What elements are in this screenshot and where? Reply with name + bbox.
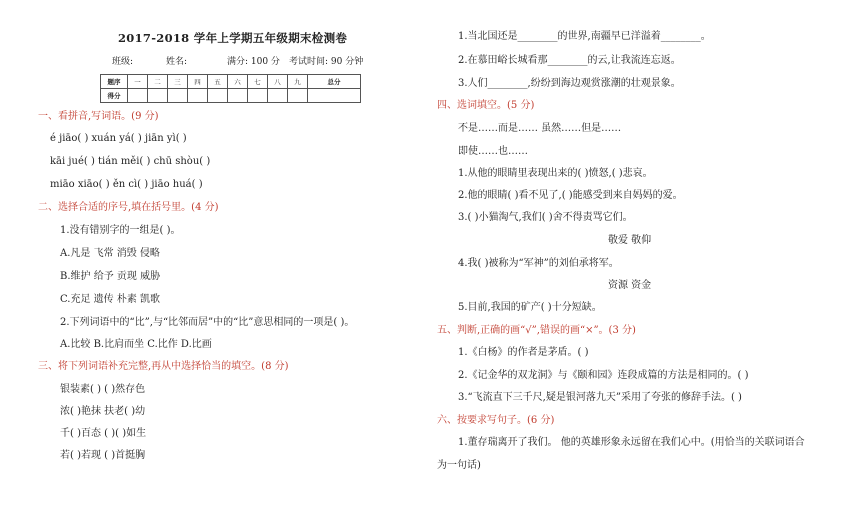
score-col: 二 xyxy=(148,75,168,89)
section-heading: 四、选词填空。(5 分) xyxy=(437,100,535,111)
question-line: miāo xiāo( ) ěn cì( ) jiāo huá( ) xyxy=(50,179,203,190)
question-line: 1.从他的眼睛里表现出来的( )愤怒,( )悲哀。 xyxy=(458,168,653,179)
score-col: 五 xyxy=(208,75,228,89)
question-line: 2.《记金华的双龙洞》与《颐和园》连段成篇的方法是相同的。( ) xyxy=(458,370,749,381)
score-table-header-row xyxy=(101,75,361,89)
section-heading: 二、选择合适的序号,填在括号里。(4 分) xyxy=(38,202,219,213)
name-label: 姓名: xyxy=(166,57,188,67)
question-line: 3.( )小猫淘气,我们( )舍不得责骂它们。 xyxy=(458,212,633,223)
score-col: 六 xyxy=(228,75,248,89)
question-line: 2.下列词语中的“比”,与“比邻而居”中的“比”意思相同的一项是( )。 xyxy=(60,317,355,328)
question-line: é jiāo( ) xuán yá( ) jiān yì( ) xyxy=(50,133,187,144)
full-score-label: 满分: 100 分 xyxy=(227,57,280,67)
section-heading: 一、看拼音,写词语。(9 分) xyxy=(38,111,159,122)
score-col: 一 xyxy=(128,75,148,89)
score-cell[interactable] xyxy=(208,89,228,103)
word-choices: 资源 资金 xyxy=(608,280,652,291)
score-cell[interactable] xyxy=(288,89,308,103)
question-line: kāi jué( ) tián měi( ) chū shòu( ) xyxy=(50,156,211,167)
score-cell[interactable] xyxy=(188,89,208,103)
section-heading: 五、判断,正确的画“√”,错误的画“×”。(3 分) xyxy=(437,325,636,336)
word-choices: 即使……也…… xyxy=(458,146,528,157)
score-cell[interactable] xyxy=(228,89,248,103)
score-total-col: 总分 xyxy=(308,75,361,89)
option-line: C.充足 遗传 朴素 凯歌 xyxy=(60,294,161,305)
score-col: 七 xyxy=(248,75,268,89)
score-total-cell[interactable] xyxy=(308,89,361,103)
question-line: 1.董存瑞离开了我们。 他的英雄形象永远留在我们心中。(用恰当的关联词语合 xyxy=(458,437,805,448)
score-col: 九 xyxy=(288,75,308,89)
question-line: 3.人们________,纷纷到海边观赏涨潮的壮观景象。 xyxy=(458,78,681,89)
option-line: A.比较 B.比肩而坐 C.比作 D.比画 xyxy=(60,339,212,350)
score-col: 四 xyxy=(188,75,208,89)
score-cell[interactable] xyxy=(248,89,268,103)
score-cell[interactable] xyxy=(268,89,288,103)
question-line: 1.没有错别字的一组是( )。 xyxy=(60,225,181,236)
question-line: 为一句话) xyxy=(437,460,481,471)
score-cell[interactable] xyxy=(128,89,148,103)
page-title: 2017-2018 学年上学期五年级期末检测卷 xyxy=(118,31,348,45)
question-line: 银装素( ) ( )然存色 xyxy=(60,384,146,395)
score-cell[interactable] xyxy=(148,89,168,103)
word-choices: 不是……而是…… 虽然……但是…… xyxy=(458,123,622,134)
question-line: 1.《白杨》的作者是茅盾。( ) xyxy=(458,347,589,358)
class-label: 班级: xyxy=(112,57,134,67)
question-line: 若( )若现 ( )首挺胸 xyxy=(60,450,146,461)
score-col: 三 xyxy=(168,75,188,89)
section-heading: 六、按要求写句子。(6 分) xyxy=(437,415,555,426)
score-col: 八 xyxy=(268,75,288,89)
score-cell[interactable] xyxy=(168,89,188,103)
question-line: 4.我( )被称为“军神”的刘伯承将军。 xyxy=(458,258,619,269)
score-table xyxy=(100,74,361,103)
score-table-row-label: 得分 xyxy=(101,89,128,103)
score-table-row-label: 题序 xyxy=(101,75,128,89)
question-line: 浓( )艳抹 扶老( )幼 xyxy=(60,406,146,417)
option-line: B.维护 给予 贡现 威胁 xyxy=(60,271,161,282)
exam-time-label: 考试时间: 90 分钟 xyxy=(289,57,364,67)
question-line: 5.目前,我国的矿产( )十分短缺。 xyxy=(458,302,602,313)
section-heading: 三、将下列词语补充完整,再从中选择恰当的填空。(8 分) xyxy=(38,361,289,372)
question-line: 3.“飞流直下三千尺,疑是银河落九天”采用了夸张的修辞手法。( ) xyxy=(458,392,742,403)
option-line: A.凡是 飞常 消毁 侵略 xyxy=(60,248,160,259)
word-choices: 敬爱 敬仰 xyxy=(608,235,652,246)
question-line: 2.他的眼睛( )看不见了,( )能感受到来自妈妈的爱。 xyxy=(458,190,683,201)
question-line: 2.在慕田峪长城看那________的云,让我流连忘返。 xyxy=(458,55,681,66)
score-table-score-row xyxy=(101,89,361,103)
question-line: 千( )百态 ( )( )如生 xyxy=(60,428,147,439)
question-line: 1.当北国还是________的世界,南疆早已洋溢着________。 xyxy=(458,31,711,42)
